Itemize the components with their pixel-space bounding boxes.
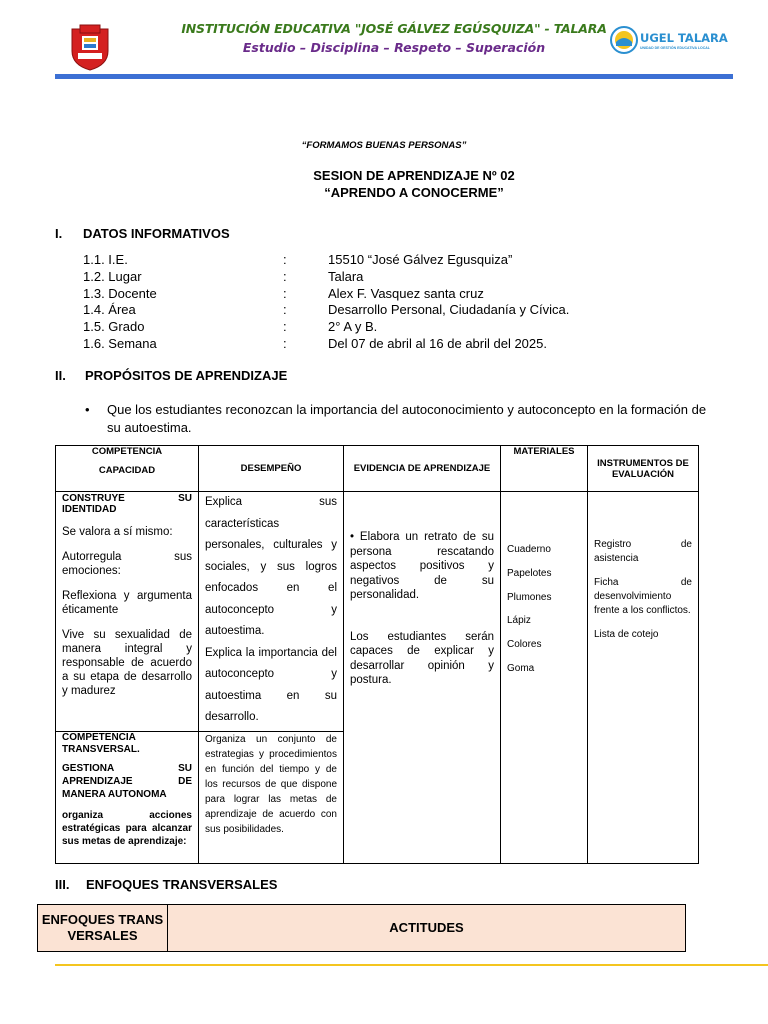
table-row	[56, 492, 699, 732]
section-heading-1	[55, 226, 230, 241]
actitudes-col-header: ACTITUDES	[168, 905, 686, 952]
institution-name: INSTITUCIÓN EDUCATIVA "JOSÉ GÁLVEZ EGÚSQUIZA" - TALARA	[181, 21, 607, 36]
instrumento-item: Registro de asistencia	[594, 539, 692, 564]
info-label: 1.1. I.E.	[83, 252, 128, 267]
purpose-text: Que los estudiantes reconozcan la importancia del autoconocimiento y autoconcepto en la formación de su autoestima.	[107, 402, 707, 435]
table-header-row	[56, 446, 699, 492]
enfoques-header-row	[38, 905, 686, 952]
transversal-title: COMPETENCIA TRANSVERSAL.	[62, 731, 140, 755]
transversal-desempeno: Organiza un conjunto de estrategias y procedimientos en función del tiempo y de los recursos de que dispone para lograr las metas de aprendizaje de acuerdo con sus posibilidades.	[205, 733, 337, 835]
session-name: “APRENDO A CONOCERME”	[324, 185, 504, 200]
info-colon: :	[283, 285, 287, 301]
desempeno-item: Explica la importancia del autoconcepto y autoestima en su desarrollo.	[205, 646, 337, 723]
section-heading-2	[55, 368, 287, 383]
capacidad-item: Se valora a sí mismo:	[62, 526, 173, 538]
enfoques-table	[37, 904, 686, 952]
slogan: “FORMAMOS BUENAS PERSONAS”	[301, 140, 467, 151]
transversal-name: GESTIONA SU APRENDIZAJE DE MANERA AUTONOMA	[62, 762, 192, 800]
desempeno-item: Explica sus características personales, culturales y sociales, y sus logros enfocados en el autoconcepto y autoestima.	[205, 496, 337, 637]
header-materiales: MATERIALES	[501, 446, 588, 492]
materiales-cell	[501, 492, 588, 864]
header-label: COMPETENCIA	[91, 446, 163, 457]
header-desempeno: DESEMPEÑO	[199, 446, 344, 492]
ugel-subtitle: UNIDAD DE GESTIÓN EDUCATIVA LOCAL	[640, 46, 710, 50]
institution-motto: Estudio – Disciplina – Respeto – Superación	[242, 40, 546, 55]
bullet-icon: •	[85, 402, 90, 417]
capacidad-item: Reflexiona y argumenta éticamente	[62, 590, 192, 616]
info-label: 1.4. Área	[83, 302, 136, 318]
ugel-logo-icon	[610, 26, 638, 54]
info-value: Alex F. Vasquez santa cruz	[328, 285, 484, 301]
section-title: ENFOQUES TRANSVERSALES	[86, 877, 278, 892]
header-competencia	[56, 446, 199, 492]
material-item: Goma	[507, 662, 535, 674]
info-colon: :	[283, 319, 287, 335]
material-item: Colores	[507, 639, 542, 651]
evidencia-item: Los estudiantes serán capaces de explicar y desarrollar opinión y postura.	[350, 630, 494, 686]
transversal-capacity: organiza acciones estratégicas para alcanzar sus metas de aprendizaje:	[62, 809, 192, 847]
info-value: 2° A y B.	[328, 319, 378, 335]
transversal-desempeno-cell	[199, 731, 344, 863]
section-title: DATOS INFORMATIVOS	[83, 226, 230, 241]
info-value: Desarrollo Personal, Ciudadanía y Cívica.	[328, 302, 570, 318]
document-header	[55, 18, 733, 76]
section-heading-3	[55, 877, 277, 892]
info-colon: :	[283, 335, 287, 351]
transversal-cell	[56, 731, 199, 863]
desempeno-cell	[199, 492, 344, 732]
section-number: II.	[55, 368, 66, 383]
info-value: 15510 “José Gálvez Egusquiza”	[328, 252, 513, 267]
evidencia-item: • Elabora un retrato de su persona rescatando aspectos positivos y negativos de su personalidad.	[350, 531, 494, 601]
section-title: PROPÓSITOS DE APRENDIZAJE	[85, 368, 288, 383]
header-instrumentos: INSTRUMENTOS DE EVALUACIÓN	[588, 446, 699, 492]
session-title	[0, 167, 768, 201]
capacidad-item: Autorregula sus emociones:	[62, 551, 192, 577]
capacidad-item: Vive su sexualidad de manera integral y responsable de acuerdo a su etapa de desarrollo y madurez	[62, 629, 192, 697]
header-label: CAPACIDAD	[98, 465, 156, 476]
info-value: Talara	[328, 268, 364, 284]
material-item: Papelotes	[507, 567, 552, 579]
competencia-title: CONSTRUYE SU IDENTIDAD	[62, 493, 192, 515]
instrumento-item: Lista de cotejo	[594, 629, 659, 640]
material-item: Cuaderno	[507, 544, 551, 555]
info-label: 1.5. Grado	[83, 319, 145, 335]
ugel-name: UGEL TALARA	[640, 31, 728, 45]
info-colon: :	[283, 252, 287, 267]
enfoques-col-header: ENFOQUES TRANSVERSALES	[38, 905, 168, 952]
info-colon: :	[283, 268, 287, 284]
material-item: Lápiz	[507, 615, 531, 627]
info-label: 1.3. Docente	[83, 285, 157, 301]
section-number: III.	[55, 877, 70, 892]
header-divider	[55, 74, 733, 79]
info-label: 1.6. Semana	[83, 335, 157, 351]
material-item: Plumones	[507, 591, 552, 603]
info-value: Del 07 de abril al 16 de abril del 2025.	[328, 335, 547, 351]
capacidades-cell	[56, 492, 199, 732]
learning-table	[55, 445, 699, 864]
session-number: SESION DE APRENDIZAJE Nº 02	[313, 168, 515, 183]
instrumento-item: Ficha de desenvolvimiento frente a los conflictos.	[594, 577, 692, 616]
section-number: I.	[55, 226, 63, 241]
purpose-item	[85, 401, 707, 437]
info-colon: :	[283, 302, 287, 318]
footer-divider	[55, 964, 768, 966]
evidencia-cell	[344, 492, 501, 864]
info-label: 1.2. Lugar	[83, 268, 142, 284]
instrumentos-cell	[588, 492, 699, 864]
header-evidencia: EVIDENCIA DE APRENDIZAJE	[344, 446, 501, 492]
